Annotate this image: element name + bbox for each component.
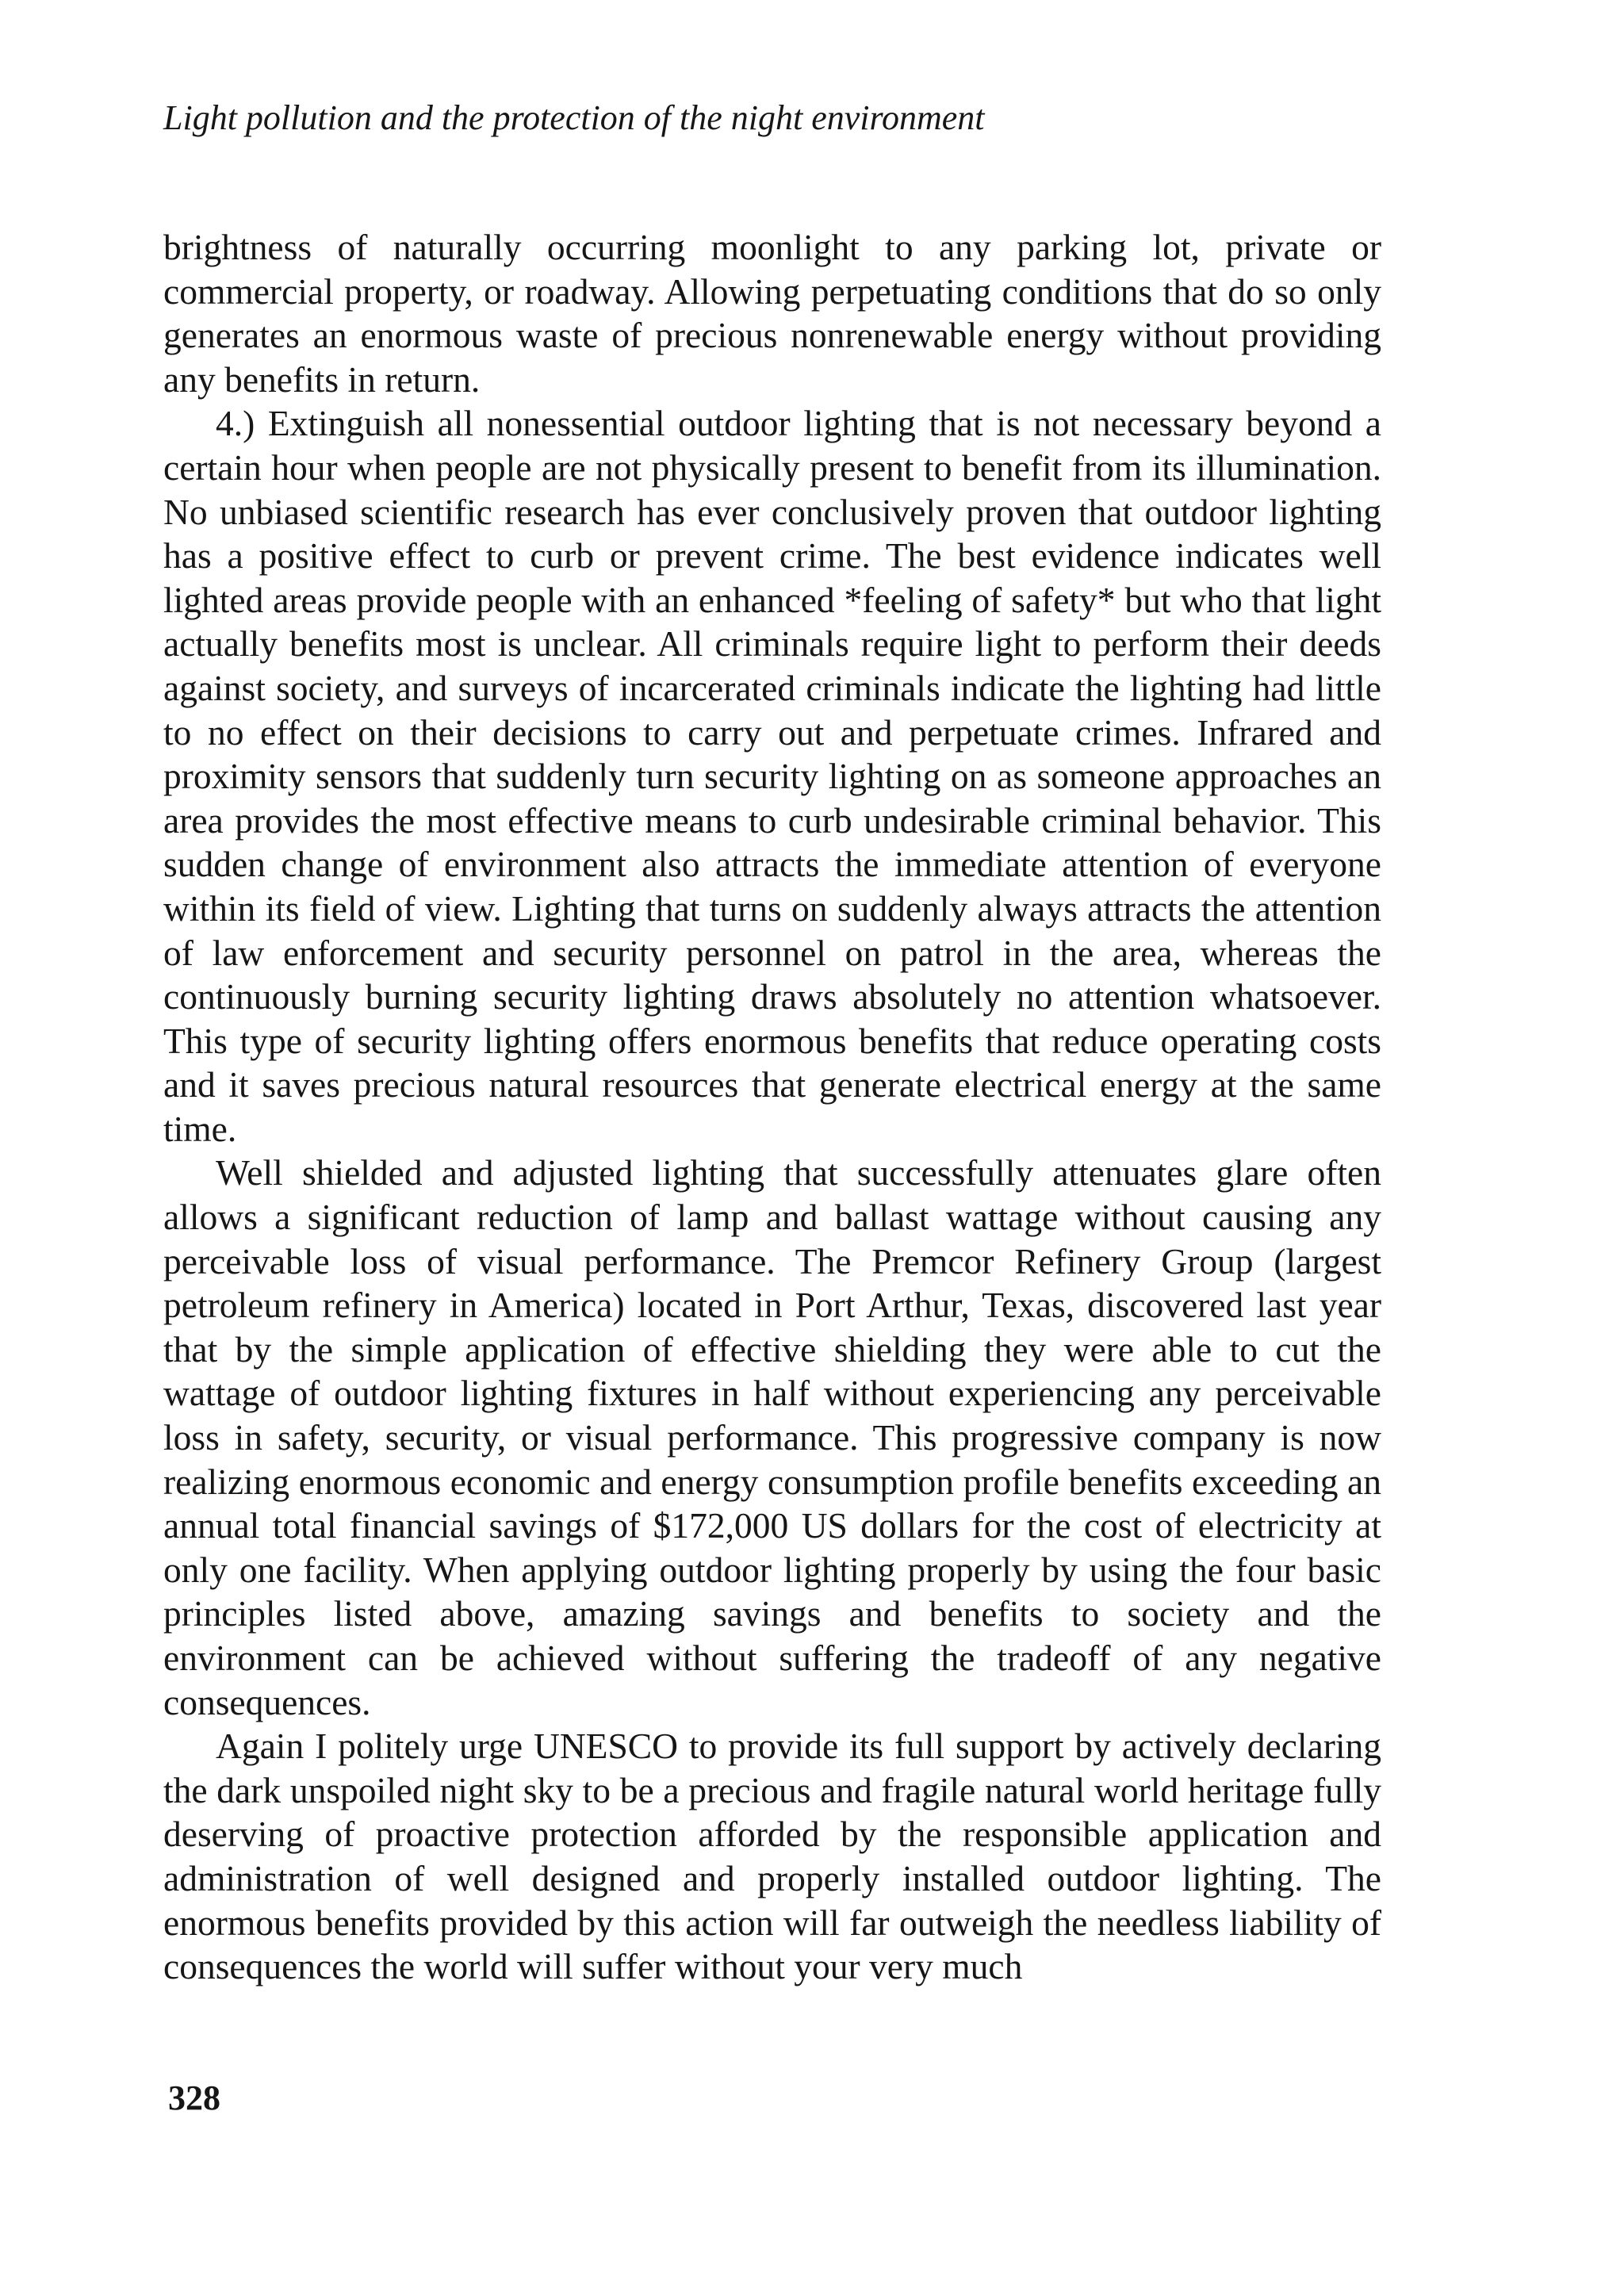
paragraph-shielded-lighting: Well shielded and adjusted lighting that successfully attenuates glare often allows a significant reduction of lamp and ballast wattage without causing any perceivable loss of visual performance. The Premcor Refinery Group (largest petroleum refinery in America) located in Port Arthur, Texas, discovered last year that by the simple application of effective shielding they were able to cut the wattage of outdoor lighting fixtures in half without experiencing any perceivable loss in safety, security, or visual performance. This progressive company is now realizing enormous economic and energy consumption profile benefits exceeding an annual total financial savings of $172,000 US dollars for the cost of electricity at only one facility. When applying outdoor lighting properly by using the four basic principles listed above, amazing savings and benefits to society and the environment can be achieved without suffering the tradeoff of any negative consequences. — [163, 1152, 1381, 1722]
page-number: 328 — [168, 2078, 220, 2117]
paragraph-continued: brightness of naturally occurring moonlight to any parking lot, private or commercial property, or roadway. Allowing perpetuating conditions that do so only generates an enormous waste of precious nonrenewable energy without providing any benefits in return. — [163, 227, 1381, 400]
running-header: Light pollution and the protection of the night environment — [163, 98, 985, 137]
paragraph-principle-4: 4.) Extinguish all nonessential outdoor lighting that is not necessary beyond a certain hour when people are not physically present to benefit from its illumination. No unbiased scientific research has ever conclusively proven that outdoor lighting has a positive effect to curb or prevent crime. The best evidence indicates well lighted areas provide people with an enhanced *feeling of safety* but who that light actually benefits most is unclear. All criminals require light to perform their deeds against society, and surveys of incarcerated criminals indicate the lighting had little to no effect on their decisions to carry out and perpetuate crimes. Infrared and proximity sensors that suddenly turn security lighting on as someone approaches an area provides the most effective means to curb undesirable criminal behavior. This sudden change of environment also attracts the immediate attention of everyone within its field of view. Lighting that turns on suddenly always attracts the attention of law enforcement and security personnel on patrol in the area, whereas the continuously burning security lighting draws absolutely no attention whatsoever. This type of security lighting offers enormous benefits that reduce operating costs and it saves precious natural resources that generate electrical energy at the same time. — [163, 403, 1381, 1149]
paragraph-unesco-appeal: Again I politely urge UNESCO to provide its full support by actively declaring the dark unspoiled night sky to be a precious and fragile natural world heritage fully deserving of proactive protection afforded by the responsible application and administration of well designed and properly installed outdoor lighting. The enormous benefits provided by this action will far outweigh the needless liability of consequences the world will suffer without your very much — [163, 1726, 1381, 1987]
body-text — [163, 225, 1381, 1989]
